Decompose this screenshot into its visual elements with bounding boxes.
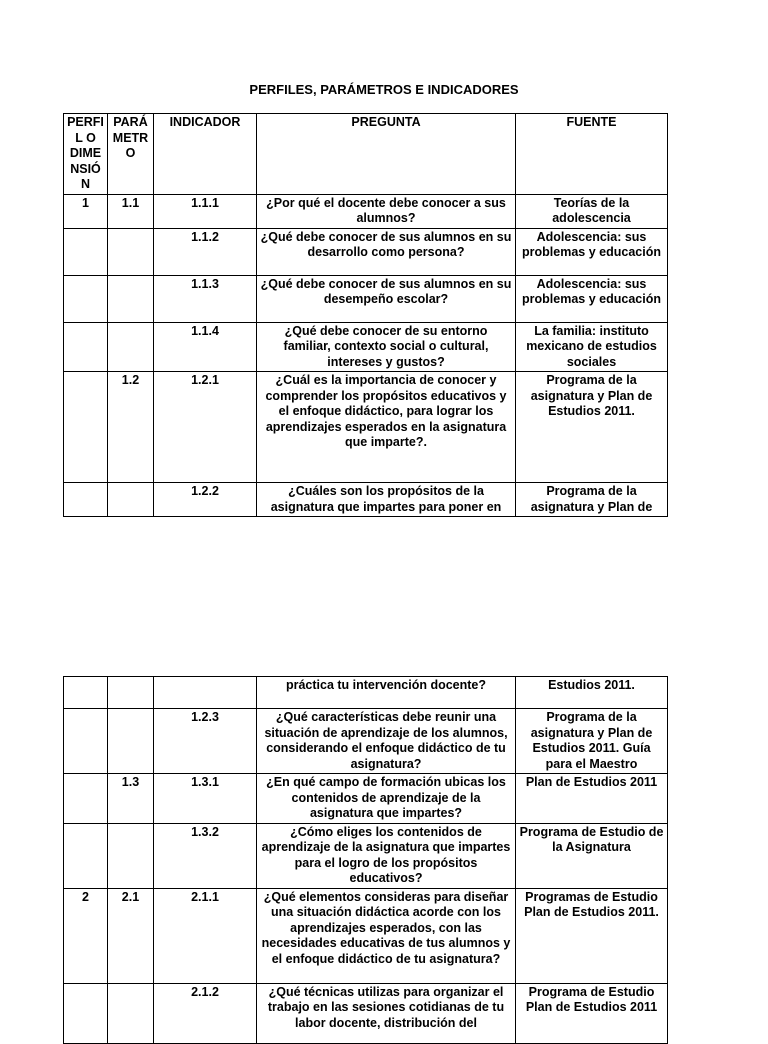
cell-fuente: Teorías de la adolescencia: [516, 194, 668, 228]
header-perfil: PERFI L O DIME NSIÓ N: [64, 114, 108, 195]
cell-indicador: 1.1.4: [154, 322, 257, 372]
cell-fuente: Programa de Estudio Plan de Estudios 2011: [516, 983, 668, 1043]
cell-indicador: [154, 677, 257, 709]
cell-fuente: Programa de la asignatura y Plan de Estudios 2011. Guía para el Maestro: [516, 709, 668, 774]
cell-perfil: [64, 677, 108, 709]
cell-parametro: [108, 322, 154, 372]
cell-pregunta: ¿Qué debe conocer de sus alumnos en su desempeño escolar?: [257, 275, 516, 322]
table-row: [64, 372, 668, 483]
cell-perfil: 2: [64, 888, 108, 983]
cell-fuente: Adolescencia: sus problemas y educación: [516, 275, 668, 322]
cell-pregunta: ¿Cuál es la importancia de conocer y comprender los propósitos educativos y el enfoque didáctico, para lograr los aprendizajes esperados en la asignatura que imparte?.: [257, 372, 516, 483]
cell-fuente: Programas de Estudio Plan de Estudios 2011.: [516, 888, 668, 983]
header-parametro: PARÁ METR O: [108, 114, 154, 195]
cell-perfil: [64, 709, 108, 774]
cell-indicador: 1.3.1: [154, 774, 257, 824]
table-row: [64, 774, 668, 824]
table-row: [64, 983, 668, 1043]
cell-perfil: [64, 228, 108, 275]
table-row: [64, 194, 668, 228]
cell-pregunta: ¿Qué técnicas utilizas para organizar el trabajo en las sesiones cotidianas de tu labor docente, distribución del: [257, 983, 516, 1043]
cell-perfil: [64, 774, 108, 824]
cell-pregunta: ¿Qué debe conocer de sus alumnos en su desarrollo como persona?: [257, 228, 516, 275]
cell-perfil: [64, 372, 108, 483]
cell-parametro: [108, 275, 154, 322]
header-pregunta: PREGUNTA: [257, 114, 516, 195]
cell-parametro: 2.1: [108, 888, 154, 983]
cell-parametro: 1.3: [108, 774, 154, 824]
cell-indicador: 2.1.1: [154, 888, 257, 983]
cell-indicador: 1.1.3: [154, 275, 257, 322]
cell-pregunta: ¿Por qué el docente debe conocer a sus alumnos?: [257, 194, 516, 228]
cell-perfil: 1: [64, 194, 108, 228]
cell-fuente: Programa de la asignatura y Plan de Estudios 2011.: [516, 372, 668, 483]
cell-indicador: 2.1.2: [154, 983, 257, 1043]
table-row: [64, 483, 668, 517]
cell-pregunta: ¿En qué campo de formación ubicas los contenidos de aprendizaje de la asignatura que impartes?: [257, 774, 516, 824]
cell-parametro: 1.1: [108, 194, 154, 228]
cell-pregunta: ¿Cuáles son los propósitos de la asignatura que impartes para poner en: [257, 483, 516, 517]
cell-pregunta: práctica tu intervención docente?: [257, 677, 516, 709]
cell-indicador: 1.1.1: [154, 194, 257, 228]
table-row: [64, 823, 668, 888]
cell-pregunta: ¿Qué debe conocer de su entorno familiar, contexto social o cultural, intereses y gustos?: [257, 322, 516, 372]
cell-indicador: 1.2.3: [154, 709, 257, 774]
cell-fuente: Plan de Estudios 2011: [516, 774, 668, 824]
cell-parametro: [108, 677, 154, 709]
cell-parametro: [108, 483, 154, 517]
cell-perfil: [64, 483, 108, 517]
cell-pregunta: ¿Qué características debe reunir una situación de aprendizaje de los alumnos, considerando el enfoque didáctico de tu asignatura?: [257, 709, 516, 774]
table-row: [64, 322, 668, 372]
cell-parametro: [108, 709, 154, 774]
cell-parametro: [108, 823, 154, 888]
header-indicador: INDICADOR: [154, 114, 257, 195]
cell-pregunta: ¿Cómo eliges los contenidos de aprendizaje de la asignatura que impartes para el logro de los propósitos educativos?: [257, 823, 516, 888]
cell-fuente: Programa de Estudio de la Asignatura: [516, 823, 668, 888]
cell-fuente: Estudios 2011.: [516, 677, 668, 709]
cell-parametro: [108, 983, 154, 1043]
document-title: PERFILES, PARÁMETROS E INDICADORES: [249, 82, 519, 97]
cell-indicador: 1.2.2: [154, 483, 257, 517]
indicators-table-page-1: [63, 113, 668, 517]
cell-fuente: Programa de la asignatura y Plan de: [516, 483, 668, 517]
cell-fuente: Adolescencia: sus problemas y educación: [516, 228, 668, 275]
cell-perfil: [64, 322, 108, 372]
cell-perfil: [64, 983, 108, 1043]
cell-perfil: [64, 275, 108, 322]
table-row: [64, 677, 668, 709]
cell-pregunta: ¿Qué elementos consideras para diseñar una situación didáctica acorde con los aprendizajes esperados, con las necesidades educativas de tus alumnos y el enfoque didáctico de tu asignatura?: [257, 888, 516, 983]
table-row: [64, 228, 668, 275]
cell-indicador: 1.2.1: [154, 372, 257, 483]
cell-indicador: 1.1.2: [154, 228, 257, 275]
header-fuente: FUENTE: [516, 114, 668, 195]
table-row: [64, 709, 668, 774]
table-row: [64, 888, 668, 983]
indicators-table-page-2: [63, 676, 668, 1044]
table-header-row: [64, 114, 668, 195]
table-row: [64, 275, 668, 322]
cell-parametro: [108, 228, 154, 275]
cell-fuente: La familia: instituto mexicano de estudios sociales: [516, 322, 668, 372]
cell-parametro: 1.2: [108, 372, 154, 483]
cell-indicador: 1.3.2: [154, 823, 257, 888]
cell-perfil: [64, 823, 108, 888]
